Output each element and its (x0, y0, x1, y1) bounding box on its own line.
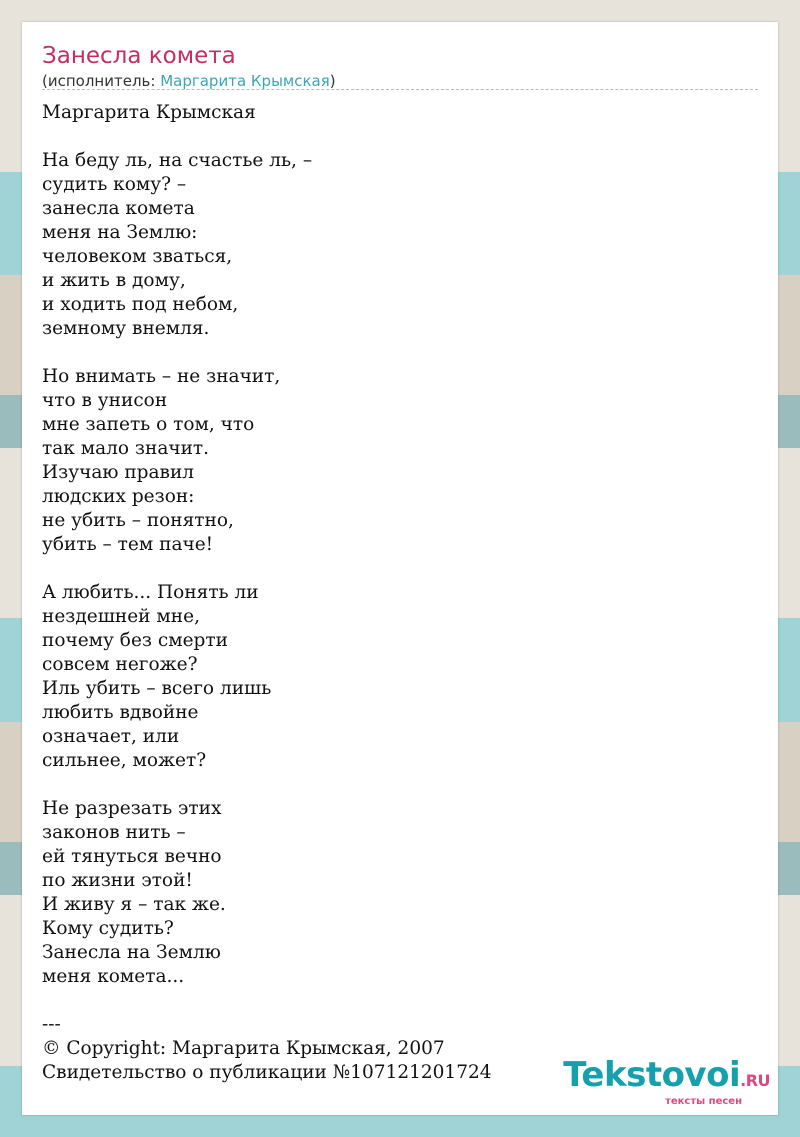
lyrics-text: Маргарита Крымская На беду ль, на счастье ль, – судить кому? – занесла комета меня на Землю: человеком зваться, и жить в дому, и ходить под небом, земному внемля. Но внимать – не значит, что в унисон мне запеть о том, что так мало значит. Изучаю правил людских резон: не убить – понятно, убить – тем паче! А любить... Понять ли нездешней мне, почему без смерти совсем негоже? Иль убить – всего лишь любить вдвойне означает, или сильнее, может? Не разрезать этих законов нить – ей тянуться вечно по жизни этой! И живу я – так же. Кому судить? Занесла на Землю меня комета... --- © Copyright: Маргарита Крымская, 2007 Свидетельство о публикации №107121201724 (42, 102, 492, 1083)
logo-tagline: тексты песен (665, 1096, 742, 1107)
performer-line (42, 72, 336, 90)
logo-main-text: Tekstovoi (563, 1055, 741, 1095)
logo-tld: .RU (740, 1071, 770, 1090)
song-title: Занесла комета (42, 43, 236, 69)
performer-suffix: ) (329, 72, 336, 90)
logo-wordmark (563, 1057, 770, 1099)
performer-prefix: (исполнитель: (42, 72, 161, 90)
divider (42, 89, 758, 90)
performer-link[interactable]: Маргарита Крымская (160, 72, 330, 90)
site-logo[interactable] (563, 1057, 770, 1107)
lyrics-card (22, 22, 778, 1115)
